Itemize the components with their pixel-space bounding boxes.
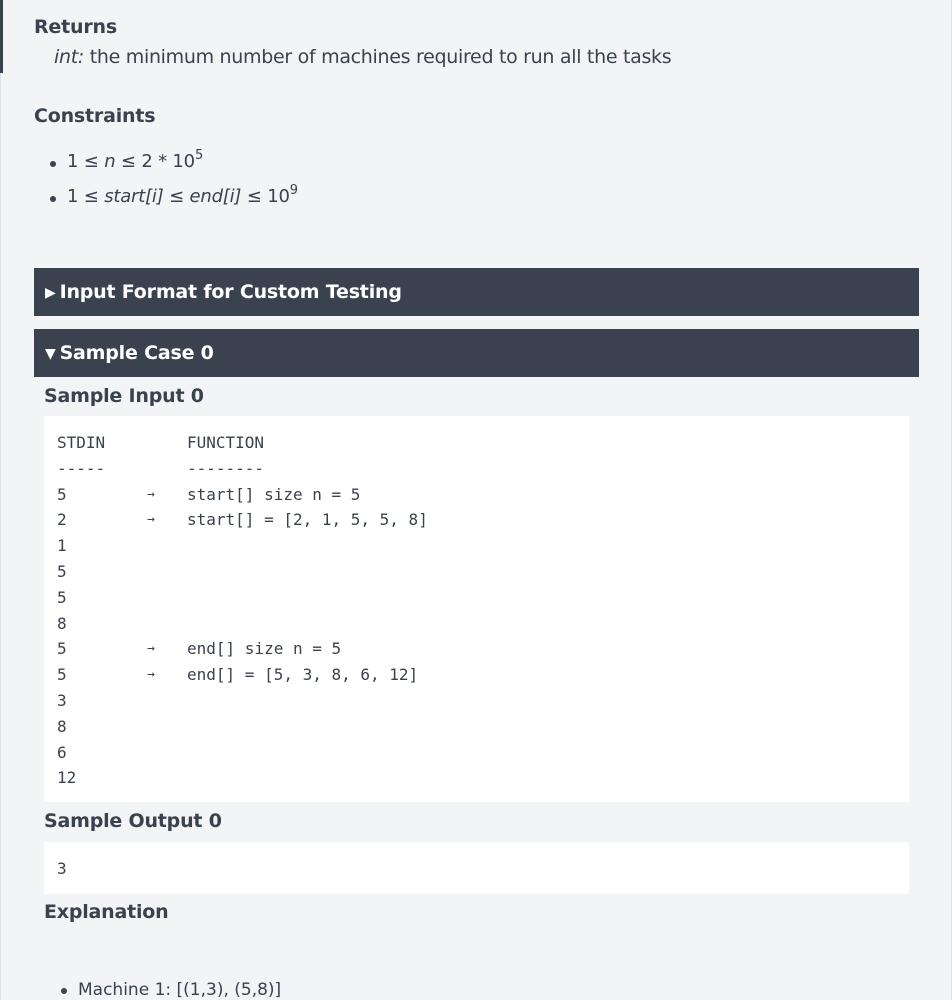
stdin-value: 5: [57, 639, 67, 659]
constraint-text: ≤ 2 * 10: [115, 151, 195, 172]
sample-output-title: Sample Output 0: [44, 810, 222, 832]
input-format-accordion-toggle[interactable]: [34, 268, 919, 316]
arrow-right-icon: →: [147, 486, 155, 502]
constraints-title: Constraints: [34, 105, 156, 127]
arrow-right-icon: →: [147, 667, 155, 683]
constraint-variable: start[i]: [104, 186, 164, 207]
arrow-right-icon: →: [147, 641, 155, 657]
function-description: end[] = [5, 3, 8, 6, 12]: [187, 665, 419, 685]
constraint-text: ≤ 10: [241, 186, 290, 207]
arrow-right-icon: →: [147, 512, 155, 528]
constraint-exponent: 5: [194, 148, 204, 163]
constraint-text: ≤: [163, 186, 190, 207]
constraint-item: [34, 150, 298, 185]
return-description-text: the minimum number of machines required to run all the tasks: [89, 46, 672, 68]
explanation-item: Machine 1: [(1,3), (5,8)]: [44, 978, 281, 1000]
sample-input-code-block: [44, 416, 909, 802]
explanation-title: Explanation: [44, 901, 169, 923]
return-type: int:: [54, 46, 84, 68]
stdin-value: STDIN: [57, 433, 106, 452]
stdin-value: -----: [57, 458, 106, 478]
caret-down-icon: ▼: [45, 346, 56, 362]
constraint-text: 1 ≤: [67, 151, 105, 172]
constraint-variable: end[i]: [189, 186, 242, 207]
stdin-value: 5: [57, 665, 67, 685]
left-border: [0, 73, 1, 1000]
function-description: end[] size n = 5: [187, 639, 342, 659]
constraint-exponent: 9: [289, 183, 298, 198]
constraints-list: [34, 150, 298, 220]
stdin-value: 5: [57, 484, 67, 504]
stdin-value: 3: [57, 691, 67, 710]
stdin-value: 8: [57, 613, 67, 633]
stdin-value: 6: [57, 742, 67, 762]
sample-case-accordion-toggle[interactable]: [34, 329, 919, 377]
constraint-variable: n: [104, 151, 116, 172]
stdin-value: 1: [57, 536, 67, 556]
returns-description: [54, 45, 671, 69]
stdin-value: 5: [57, 562, 67, 581]
function-description: FUNCTION: [187, 433, 265, 452]
stdin-value: 8: [57, 716, 67, 736]
returns-title: Returns: [34, 16, 117, 38]
input-format-label: Input Format for Custom Testing: [59, 281, 402, 303]
constraint-text: 1 ≤: [67, 186, 105, 207]
sample-case-label: Sample Case 0: [59, 342, 214, 364]
function-description: start[] = [2, 1, 5, 5, 8]: [187, 510, 428, 530]
sample-output-code-block: [44, 842, 909, 894]
sample-output-value: 3: [57, 859, 67, 878]
stdin-value: 2: [57, 510, 67, 530]
constraint-item: [34, 185, 298, 220]
left-accent-bar: [0, 0, 3, 73]
stdin-value: 12: [57, 768, 77, 788]
function-description: start[] size n = 5: [187, 484, 361, 504]
stdin-value: 5: [57, 587, 67, 607]
explanation-list: [44, 978, 281, 1000]
sample-input-title: Sample Input 0: [44, 385, 204, 407]
caret-right-icon: ▶: [45, 285, 56, 301]
function-description: --------: [187, 458, 265, 478]
